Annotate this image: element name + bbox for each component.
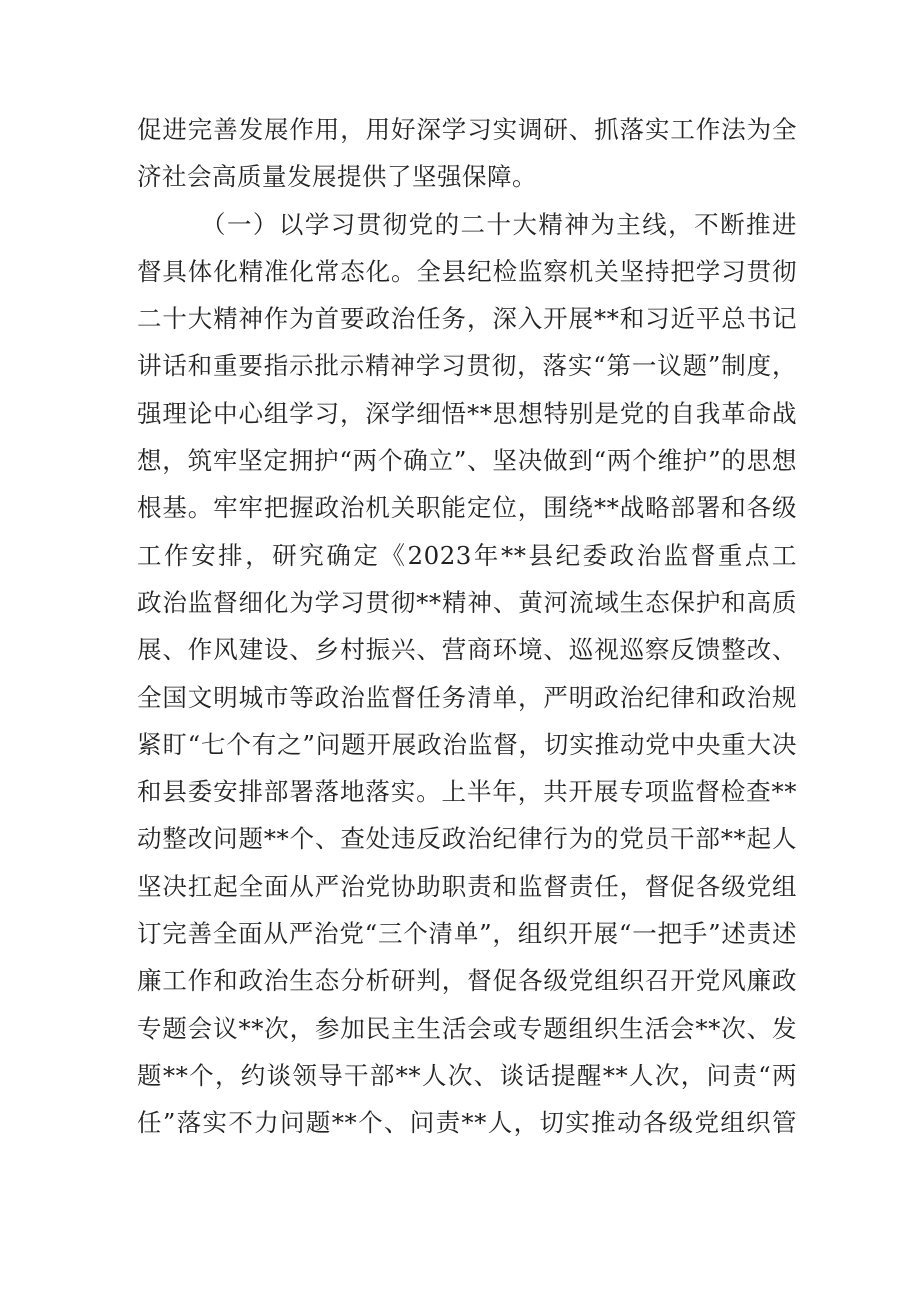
text-line: 坚决扛起全面从严治党协助职责和监督责任，督促各级党组	[137, 871, 797, 901]
text-line: 全国文明城市等政治监督任务清单，严明政治纪律和政治规	[137, 682, 797, 712]
text-line: 任”落实不力问题**个、问责**人，切实推动各级党组织管	[137, 1108, 797, 1138]
text-line: 紧盯“七个有之”问题开展政治监督，切实推动党中央重大决	[137, 729, 797, 759]
text-line: 督具体化精准化常态化。全县纪检监察机关坚持把学习贯彻	[137, 256, 797, 286]
body-text	[137, 106, 797, 1147]
text-line: 讲话和重要指示批示精神学习贯彻，落实“第一议题”制度，	[137, 351, 797, 381]
text-line: 根基。牢牢把握政治机关职能定位，围绕**战略部署和各级	[137, 493, 797, 523]
text-line: 工作安排，研究确定《2023年**县纪委政治监督重点工	[137, 540, 797, 570]
text-line: 二十大精神作为首要政治任务，深入开展**和习近平总书记	[137, 304, 797, 334]
text-line: 想，筑牢坚定拥护“两个确立”、坚决做到“两个维护”的思想	[137, 446, 797, 476]
text-line: 订完善全面从严治党“三个清单”，组织开展“一把手”述责述	[137, 919, 797, 949]
text-line: 廉工作和政治生态分析研判，督促各级党组织召开党风廉政	[137, 966, 797, 996]
text-line: 和县委安排部署落地落实。上半年，共开展专项监督检查**	[137, 777, 797, 807]
text-line: 济社会高质量发展提供了坚强保障。	[137, 162, 537, 192]
text-line: 专题会议**次，参加民主生活会或专题组织生活会**次、发	[137, 1013, 797, 1043]
text-line: 动整改问题**个、查处违反政治纪律行为的党员干部**起人	[137, 824, 797, 854]
text-line: 展、作风建设、乡村振兴、营商环境、巡视巡察反馈整改、	[137, 635, 797, 665]
text-line: 促进完善发展作用，用好深学习实调研、抓落实工作法为全	[137, 115, 797, 144]
text-line: 政治监督细化为学习贯彻**精神、黄河流域生态保护和高质	[137, 587, 797, 617]
text-line: 题**个，约谈领导干部**人次、谈话提醒**人次，问责“两	[137, 1060, 797, 1090]
text-line: 强理论中心组学习，深学细悟**思想特别是党的自我革命战	[137, 398, 797, 428]
section-heading-line: （一）以学习贯彻党的二十大精神为主线，不断推进	[201, 209, 797, 239]
